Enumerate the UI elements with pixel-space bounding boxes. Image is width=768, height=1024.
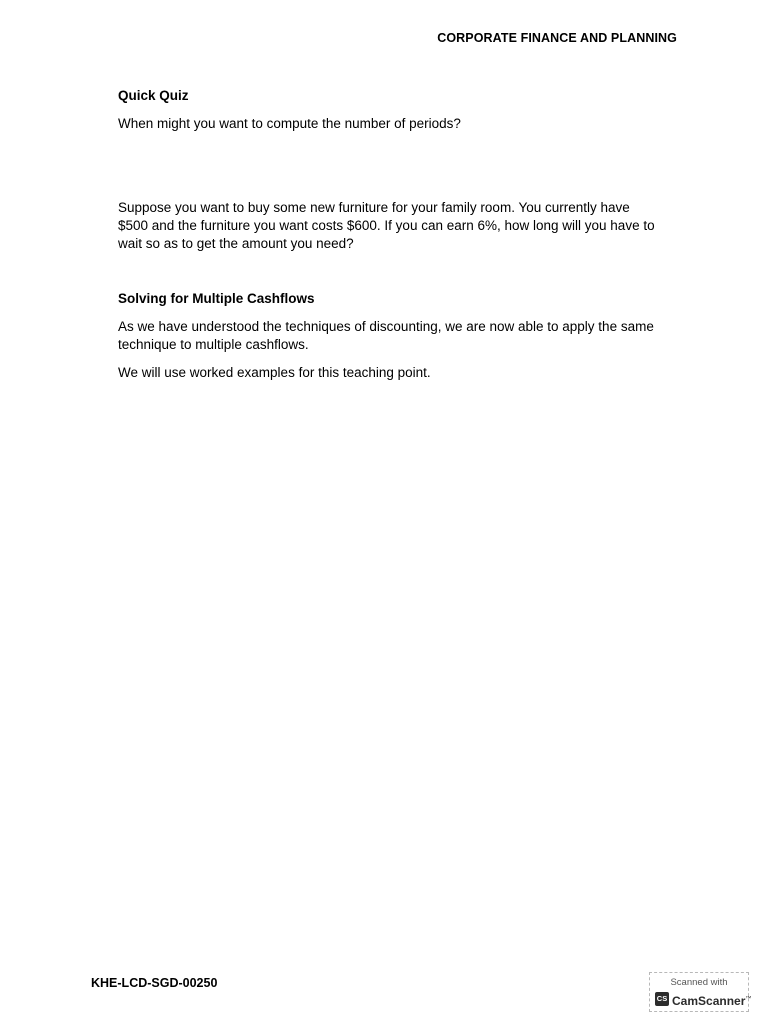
quick-quiz-question: When might you want to compute the number of periods? — [118, 116, 461, 131]
multiple-cashflows-paragraph-2: We will use worked examples for this teaching point. — [118, 365, 431, 380]
document-code: KHE-LCD-SGD-00250 — [91, 976, 218, 990]
camscanner-brand — [672, 992, 751, 1008]
multiple-cashflows-heading: Solving for Multiple Cashflows — [118, 291, 315, 306]
multiple-cashflows-paragraph-1: As we have understood the techniques of discounting, we are now able to apply the same technique to multiple cashflows. — [118, 319, 654, 352]
trademark-mark: ™ — [745, 996, 752, 1002]
running-header-title: CORPORATE FINANCE AND PLANNING — [437, 31, 677, 45]
main-content — [118, 87, 658, 382]
quick-quiz-example: Suppose you want to buy some new furniture for your family room. You currently have $500 and the furniture you want costs $600. If you can earn 6%, how long will you have to wait so as to get the amount you need? — [118, 200, 655, 251]
scanned-with-label: Scanned with — [670, 977, 728, 988]
camscanner-logo-icon: CS — [655, 992, 669, 1006]
camscanner-brand-name: CamScanner — [672, 994, 746, 1008]
quick-quiz-heading: Quick Quiz — [118, 88, 189, 103]
camscanner-badge — [649, 972, 752, 1012]
